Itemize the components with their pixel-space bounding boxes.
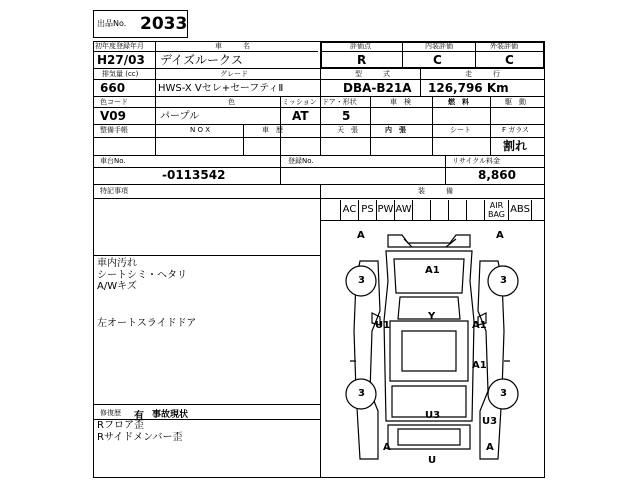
damage-rear-right: U3 <box>482 416 498 427</box>
exterior-score-label: 外装評価 <box>490 42 518 50</box>
mission-label: ミッション <box>282 98 317 106</box>
row-divider <box>93 198 545 199</box>
repair-label: 修復歴 <box>100 409 121 417</box>
equipment-cell <box>448 200 466 220</box>
damage-rear-bumper: U <box>428 455 437 466</box>
col-line <box>432 96 433 124</box>
damage-rear-left-tire: 3 <box>358 388 365 399</box>
col-line <box>432 124 433 155</box>
model-label: 型 式 <box>355 70 390 78</box>
row-divider <box>93 184 545 185</box>
col-line <box>280 155 281 184</box>
col-line <box>155 68 156 96</box>
recycle-value: 8,860 <box>478 168 516 182</box>
row-divider <box>93 155 545 156</box>
registration-label: 登録No. <box>288 157 314 165</box>
mileage-value: 126,796 Km <box>428 81 509 95</box>
chassis-label: 車台No. <box>100 157 126 165</box>
label-line <box>93 107 545 108</box>
car-name-value: デイズルークス <box>160 53 243 67</box>
lot-number: 2033 <box>140 14 188 34</box>
year-value: H27/03 <box>97 53 145 67</box>
model-value: DBA-B21A <box>343 81 412 95</box>
damage-rear-panel: U3 <box>425 410 441 421</box>
row-divider <box>93 124 545 125</box>
manual-label: 整備手帳 <box>100 126 128 134</box>
mileage-label: 走 行 <box>465 70 500 78</box>
cc-label: 排気量 (cc) <box>102 70 139 78</box>
equipment-cell <box>508 200 532 220</box>
fuel-label: 燃 料 <box>448 98 469 106</box>
repair-value: 有 <box>134 411 144 422</box>
equipment-cell <box>394 200 412 220</box>
damage-front-right-tire: 3 <box>500 275 507 286</box>
chassis-value: -0113542 <box>162 168 226 182</box>
col-line <box>402 41 403 68</box>
equipment-section-label: 装 備 <box>418 187 453 195</box>
equipment-label: PS <box>361 204 374 215</box>
color-label: 色 <box>228 98 235 106</box>
accident-label: 事故現状 <box>152 410 189 420</box>
car-damage-diagram <box>320 221 545 478</box>
col-line <box>320 96 321 124</box>
col-line <box>370 96 371 124</box>
damage-front-left-tire: 3 <box>358 275 365 286</box>
equipment-label: ABS <box>510 204 530 215</box>
drive-label: 駆 動 <box>505 98 526 106</box>
col-line <box>320 124 321 155</box>
color-code-label: 色コード <box>100 98 128 106</box>
note-line: 車内汚れ <box>97 258 137 269</box>
repair-note-line: Rサイドメンバー歪 <box>97 431 183 443</box>
lot-number-box <box>93 10 188 38</box>
notes-line <box>93 255 320 256</box>
damage-front-left: A <box>357 230 365 241</box>
exterior-score-value: C <box>505 53 514 67</box>
grade-label: グレード <box>220 70 248 78</box>
equipment-label: AIR BAG <box>487 201 506 219</box>
mission-value: AT <box>292 109 309 123</box>
equipment-label: AC <box>342 204 357 215</box>
year-label: 初年度登録年月 <box>95 42 144 50</box>
equipment-cell <box>430 200 448 220</box>
fglass-value: 割れ <box>503 139 528 153</box>
label-line <box>93 51 318 52</box>
lot-number-label: 出品No. <box>97 19 127 28</box>
interior-trim-label: 内 張 <box>385 126 406 134</box>
grade-value: HWS-X Vセレ+セーフティⅡ <box>158 83 284 94</box>
col-line <box>280 96 281 124</box>
car-name-label: 車 名 <box>215 42 250 50</box>
color-value: パープル <box>160 111 200 122</box>
fglass-label: F ガラス <box>502 126 530 134</box>
row-divider <box>93 96 545 97</box>
doors-label: ドア・形状 <box>322 98 357 106</box>
col-line <box>490 124 491 155</box>
col-line <box>320 68 321 96</box>
interior-score-label: 内装評価 <box>425 42 453 50</box>
equipment-label: AW <box>395 204 412 215</box>
interior-score-value: C <box>433 53 442 67</box>
col-line <box>243 124 244 155</box>
doors-value: 5 <box>342 109 351 123</box>
repair-line <box>93 404 320 405</box>
damage-rear-left-corner: A <box>383 442 391 453</box>
equipment-cell <box>376 200 394 220</box>
col-line <box>490 96 491 124</box>
col-line <box>420 68 421 96</box>
damage-bonnet: A1 <box>425 265 440 276</box>
damage-left-front-door: U1 <box>375 320 391 331</box>
col-line <box>155 96 156 124</box>
damage-right-front-door: A1 <box>472 320 487 331</box>
equipment-cell <box>358 200 376 220</box>
inspection-label: 車 検 <box>390 98 411 106</box>
seat-label: シート <box>450 126 471 134</box>
damage-front-right: A <box>496 230 504 241</box>
notes-section-label: 特記事項 <box>100 187 128 195</box>
col-line <box>155 41 156 68</box>
equipment-cell <box>340 200 358 220</box>
col-line <box>370 124 371 155</box>
color-code-value: V09 <box>100 109 126 123</box>
col-line <box>155 124 156 155</box>
col-line <box>475 41 476 68</box>
score-label: 評価点 <box>350 42 371 50</box>
cc-value: 660 <box>100 81 126 95</box>
damage-right-rear-door: A1 <box>472 360 487 371</box>
damage-rear-right-tire: 3 <box>500 388 507 399</box>
col-line <box>445 155 446 184</box>
recycle-label: リサイクル料金 <box>452 157 501 165</box>
history-label: 車 歴 <box>262 126 283 134</box>
equipment-cell <box>466 200 484 220</box>
damage-roof: Y <box>428 311 436 322</box>
label-line <box>93 137 545 138</box>
leather-label: 天 張 <box>337 126 358 134</box>
note-line: A/Wキズ <box>97 281 137 292</box>
score-value: R <box>357 53 367 67</box>
note-line: 左オートスライドドア <box>97 318 197 329</box>
equipment-cell <box>484 200 508 220</box>
repair-note-line: Rフロア歪 <box>97 420 144 431</box>
nox-label: N O X <box>190 126 210 134</box>
label-line <box>93 79 545 80</box>
damage-rear-right-corner: A <box>486 442 494 453</box>
note-line: シートシミ・ヘタリ <box>97 269 187 281</box>
equipment-label: PW <box>377 204 394 215</box>
equipment-cell <box>412 200 430 220</box>
